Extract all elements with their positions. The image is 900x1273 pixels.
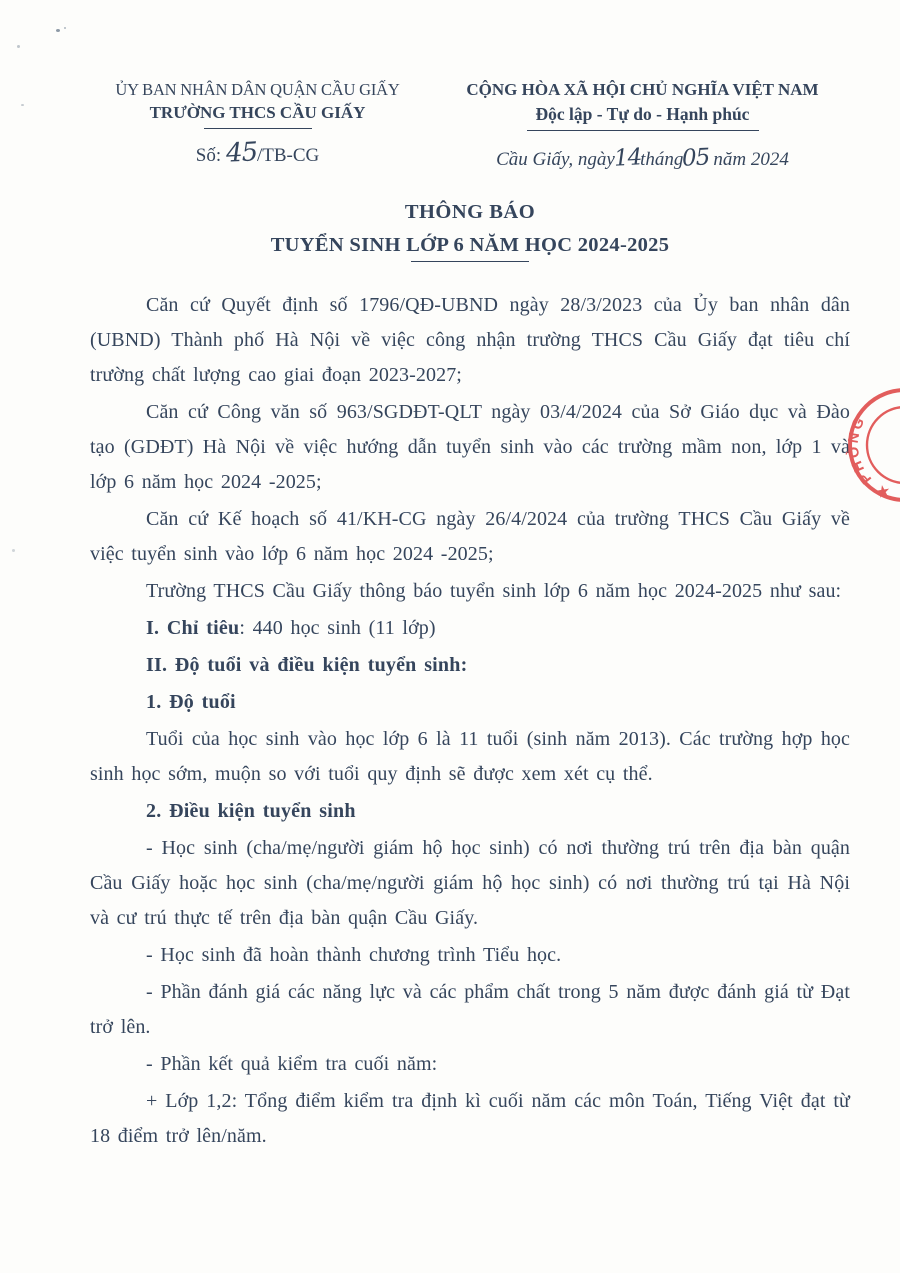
school-name-underline — [204, 128, 312, 129]
paragraph: Căn cứ Công văn số 963/SGDĐT-QLT ngày 03/4/2024 của Sở Giáo dục và Đào tạo (GDĐT) Hà Nội về việc hướng dẫn tuyển sinh vào các trường mầm non, lớp 1 và lớp 6 năm học 2024 -2025; — [90, 401, 850, 493]
date-suffix: năm 2024 — [713, 149, 789, 170]
document-number-prefix: Số: — [195, 145, 222, 166]
document-header — [90, 80, 850, 171]
scan-speck — [21, 104, 24, 106]
header-issuing-authority — [90, 80, 425, 167]
date-day-handwritten: 14 — [613, 144, 642, 172]
section-heading-quota: I. Chỉ tiêu: 440 học sinh (11 lớp) — [146, 617, 436, 639]
document-title-block — [90, 201, 850, 262]
header-national — [435, 80, 850, 171]
scan-speck — [17, 45, 20, 48]
scan-speck — [64, 27, 66, 29]
paragraph: Căn cứ Quyết định số 1796/QĐ-UBND ngày 28/3/2023 của Ủy ban nhân dân (UBND) Thành phố Hà Nội về việc công nhận trường THCS Cầu Giấy đạt tiêu chí trường chất lượng cao giai đoạn 2023-2027; — [90, 294, 850, 386]
document-number-suffix: /TB-CG — [256, 145, 320, 166]
paragraph: Căn cứ Kế hoạch số 41/KH-CG ngày 26/4/2024 của trường THCS Cầu Giấy về việc tuyển sinh vào lớp 6 năm học 2024 -2025; — [90, 508, 850, 565]
paragraph: - Học sinh đã hoàn thành chương trình Tiểu học. — [146, 944, 562, 966]
document-subtitle: TUYỂN SINH LỚP 6 NĂM HỌC 2024-2025 — [270, 234, 670, 256]
school-name: TRƯỜNG THCS CẦU GIẤY — [149, 103, 366, 122]
date-month-handwritten: 05 — [681, 144, 711, 172]
section-heading-conditions: II. Độ tuổi và điều kiện tuyển sinh: — [146, 654, 468, 676]
subsection-heading-age: 1. Độ tuổi — [146, 691, 236, 713]
national-title: CỘNG HÒA XÃ HỘI CHỦ NGHĨA VIỆT NAM — [466, 80, 819, 99]
authority-name: ỦY BAN NHÂN DÂN QUẬN CẦU GIẤY — [115, 80, 400, 99]
document-number-handwritten: 45 — [225, 137, 258, 169]
scan-speck — [56, 29, 60, 32]
subsection-heading-criteria: 2. Điều kiện tuyển sinh — [146, 800, 356, 822]
date-prefix: Cầu Giấy, ngày — [496, 149, 615, 170]
document-body — [90, 288, 850, 1154]
paragraph: Tuổi của học sinh vào học lớp 6 là 11 tuổi (sinh năm 2013). Các trường hợp học sinh học sớm, muộn so với tuổi quy định sẽ được xem xét cụ thể. — [90, 728, 850, 785]
stamp-arc-text: ★ PHÒNG — [845, 413, 893, 502]
paragraph: - Phần đánh giá các năng lực và các phẩm chất trong 5 năm được đánh giá từ Đạt trở lên. — [90, 981, 850, 1038]
official-stamp-icon — [845, 385, 900, 505]
date-mid: tháng — [640, 149, 684, 170]
paragraph: - Học sinh (cha/mẹ/người giám hộ học sinh) có nơi thường trú trên địa bàn quận Cầu Giấy hoặc học sinh (cha/mẹ/người giám hộ học sinh) có nơi thường trú tại Hà Nội và cư trú thực tế trên địa bàn quận Cầu Giấy. — [90, 837, 850, 929]
paragraph: - Phần kết quả kiểm tra cuối năm: — [146, 1053, 438, 1075]
paragraph: Trường THCS Cầu Giấy thông báo tuyển sinh lớp 6 năm học 2024-2025 như sau: — [146, 580, 842, 602]
scan-speck — [12, 549, 15, 552]
motto-underline — [527, 130, 759, 131]
title-underline — [411, 261, 529, 262]
document-title: THÔNG BÁO — [404, 201, 536, 223]
paragraph: + Lớp 1,2: Tổng điểm kiểm tra định kì cuối năm các môn Toán, Tiếng Việt đạt từ 18 điểm trở lên/năm. — [90, 1090, 850, 1147]
national-motto: Độc lập - Tự do - Hạnh phúc — [535, 104, 750, 124]
place-date-line — [435, 144, 850, 172]
document-number — [90, 137, 425, 169]
